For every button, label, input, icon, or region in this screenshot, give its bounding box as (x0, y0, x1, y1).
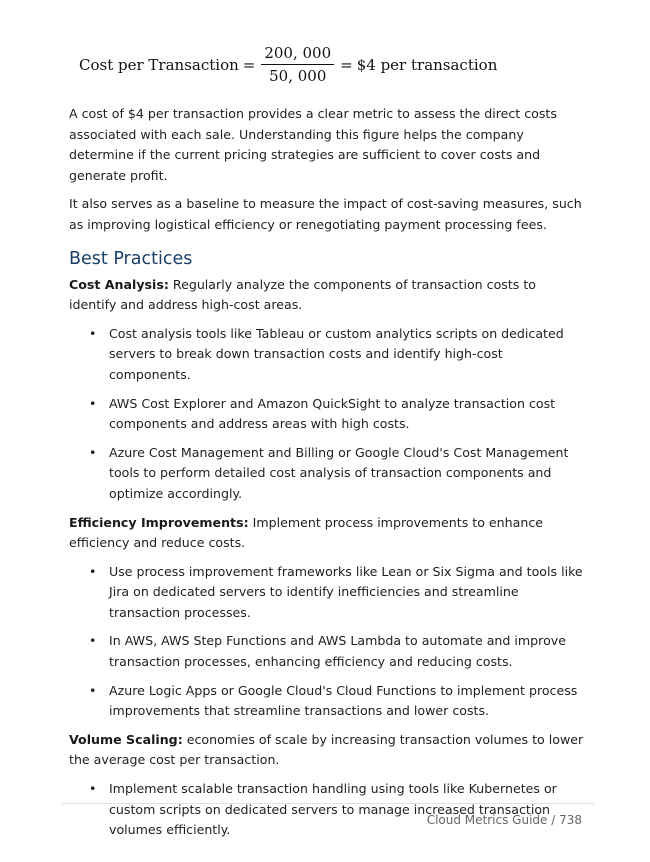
formula-lhs: Cost per Transaction (79, 56, 239, 74)
list-item: • In AWS, AWS Step Functions and AWS Lambda to automate and improve transaction processes, enhancing efficiency and reducing costs. (69, 631, 585, 672)
practice-text: Implement process improvements to enhance efficiency and reduce costs. (69, 514, 543, 551)
list-item: • AWS Cost Explorer and Amazon QuickSight to analyze transaction cost components and address areas with high costs. (69, 394, 585, 435)
practice-title: Volume Scaling: (69, 731, 183, 747)
practice-text: Regularly analyze the components of transaction costs to identify and address high-cost areas. (69, 276, 536, 313)
practice-bullet-list (69, 324, 585, 505)
list-item: • Implement scalable transaction handling using tools like Kubernetes or custom scripts on dedicated servers to manage increased transaction volumes efficiently. (69, 779, 585, 841)
page-footer: Cloud Metrics Guide / 738 (426, 813, 582, 827)
footer-divider (62, 803, 594, 804)
formula-equals-1: = (242, 56, 256, 74)
formula-fraction (261, 46, 334, 84)
cost-per-transaction-formula (79, 42, 497, 88)
formula-rhs: $4 per transaction (356, 56, 498, 74)
practice-title: Cost Analysis: (69, 276, 169, 292)
practice-intro (69, 275, 585, 316)
paragraph: A cost of $4 per transaction provides a clear metric to assess the direct costs associated with each sale. Understanding this figure helps the company determine if the current pricing strategies are sufficient to cover costs and generate profit. (69, 106, 557, 183)
practice-bullet-list (69, 562, 585, 722)
practice-intro (69, 730, 585, 771)
formula-equals-2: = (340, 56, 353, 74)
practice-bullet-list (69, 779, 585, 841)
body-content (69, 104, 585, 849)
section-heading: Best Practices (69, 248, 193, 269)
list-item: • Cost analysis tools like Tableau or custom analytics scripts on dedicated servers to break down transaction costs and identify high-cost components. (69, 324, 585, 386)
practice-intro (69, 513, 585, 554)
practice-title: Efficiency Improvements: (69, 514, 249, 530)
formula-numerator: 200, 000 (264, 44, 332, 62)
list-item: • Azure Logic Apps or Google Cloud's Cloud Functions to implement process improvements that streamline transactions and lower costs. (69, 681, 585, 722)
list-item: • Azure Cost Management and Billing or Google Cloud's Cost Management tools to perform detailed cost analysis of transaction components and optimize accordingly. (69, 443, 585, 505)
practice-text: economies of scale by increasing transaction volumes to lower the average cost per transaction. (69, 731, 584, 768)
paragraph: It also serves as a baseline to measure the impact of cost-saving measures, such as improving logistical efficiency or renegotiating payment processing fees. (69, 196, 582, 232)
list-item: • Use process improvement frameworks like Lean or Six Sigma and tools like Jira on dedicated servers to identify inefficiencies and streamline transaction processes. (69, 562, 585, 624)
formula-denominator: 50, 000 (269, 67, 327, 85)
